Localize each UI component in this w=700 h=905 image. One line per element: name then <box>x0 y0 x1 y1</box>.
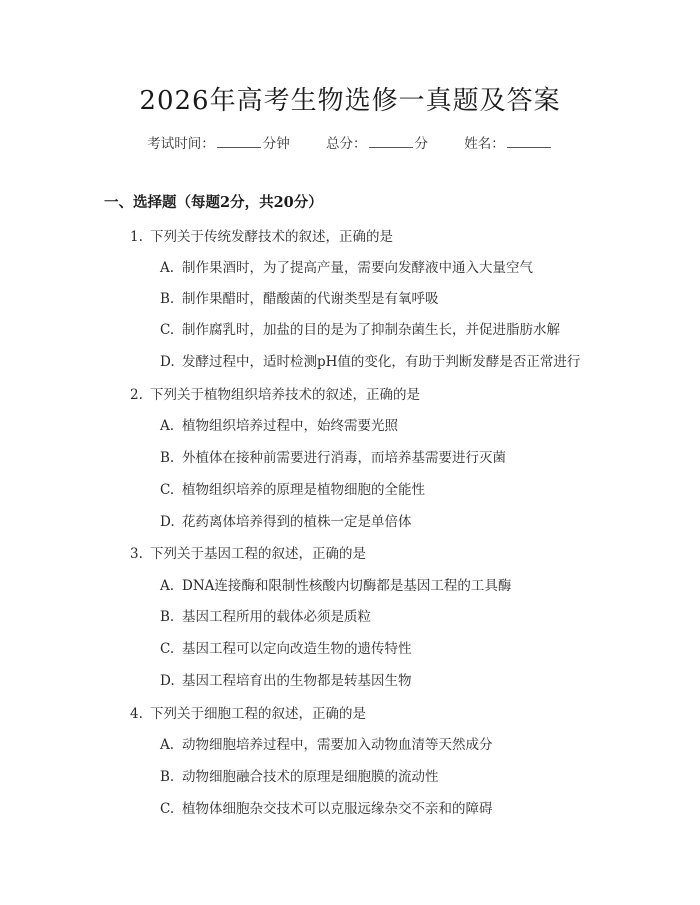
option-text: 制作腐乳时，加盐的目的是为了抑制杂菌生长，并促进脂肪水解 <box>182 322 560 338</box>
question-number: 2. <box>130 387 143 403</box>
exam-meta <box>0 132 700 152</box>
student-name <box>464 132 553 152</box>
total-score <box>326 132 428 152</box>
option-text: 制作果酒时，为了提高产量，需要向发酵液中通入大量空气 <box>182 260 533 276</box>
option-letter: D. <box>160 673 175 689</box>
option-letter: B. <box>160 291 175 307</box>
question-2-option-c[interactable] <box>160 478 425 498</box>
question-3-option-d[interactable] <box>160 669 412 689</box>
question-3-option-b[interactable] <box>160 605 371 625</box>
question-1-option-d[interactable] <box>160 350 580 370</box>
question-2-option-d[interactable] <box>160 510 412 530</box>
option-letter: A. <box>160 418 175 434</box>
option-letter: C. <box>160 801 175 817</box>
option-letter: A. <box>160 578 175 594</box>
option-text: 花药离体培养得到的植株一定是单倍体 <box>182 514 412 530</box>
total-score-label: 总分： <box>326 136 367 152</box>
option-letter: B. <box>160 769 175 785</box>
option-letter: D. <box>160 354 175 370</box>
option-text: 植物体细胞杂交技术可以克服远缘杂交不亲和的障碍 <box>182 801 493 817</box>
exam-time-unit: 分钟 <box>262 136 290 152</box>
total-score-unit: 分 <box>414 136 428 152</box>
option-text: DNA连接酶和限制性核酸内切酶都是基因工程的工具酶 <box>182 578 512 594</box>
option-text: 外植体在接种前需要进行消毒，而培养基需要进行灭菌 <box>182 450 506 466</box>
option-letter: B. <box>160 450 175 466</box>
question-2-option-a[interactable] <box>160 414 398 434</box>
question-number: 3. <box>130 546 143 562</box>
question-2 <box>130 383 420 403</box>
option-letter: C. <box>160 641 175 657</box>
page-title: 2026年高考生物选修一真题及答案 <box>139 86 561 116</box>
option-letter: C. <box>160 482 175 498</box>
student-name-blank[interactable] <box>507 135 551 148</box>
exam-time-label: 考试时间： <box>147 136 215 152</box>
option-letter: A. <box>160 260 175 276</box>
question-number: 1. <box>130 229 143 245</box>
question-2-option-b[interactable] <box>160 446 506 466</box>
option-text: 植物组织培养的原理是植物细胞的全能性 <box>182 482 425 498</box>
student-name-label: 姓名： <box>464 136 505 152</box>
question-3-option-a[interactable] <box>160 574 511 594</box>
question-1 <box>130 225 393 245</box>
total-score-blank[interactable] <box>369 135 413 148</box>
question-4-option-b[interactable] <box>160 765 439 785</box>
question-4-option-a[interactable] <box>160 733 493 753</box>
question-text: 下列关于传统发酵技术的叙述，正确的是 <box>150 229 393 245</box>
exam-time-blank[interactable] <box>217 135 261 148</box>
option-text: 基因工程所用的载体必须是质粒 <box>182 609 371 625</box>
question-1-option-a[interactable] <box>160 256 533 276</box>
question-4 <box>130 702 366 722</box>
option-text: 基因工程可以定向改造生物的遗传特性 <box>182 641 412 657</box>
option-text: 发酵过程中，适时检测pH值的变化，有助于判断发酵是否正常进行 <box>182 354 581 370</box>
option-letter: A. <box>160 737 175 753</box>
question-4-option-c[interactable] <box>160 797 493 817</box>
question-3-option-c[interactable] <box>160 637 412 657</box>
option-text: 制作果醋时，醋酸菌的代谢类型是有氧呼吸 <box>182 291 439 307</box>
exam-time <box>147 132 290 152</box>
section-heading: 一、选择题（每题2分，共20分） <box>104 194 323 211</box>
option-text: 动物细胞融合技术的原理是细胞膜的流动性 <box>182 769 439 785</box>
option-letter: D. <box>160 514 175 530</box>
question-text: 下列关于植物组织培养技术的叙述，正确的是 <box>150 387 420 403</box>
option-text: 植物组织培养过程中，始终需要光照 <box>182 418 398 434</box>
question-number: 4. <box>130 706 143 722</box>
question-3 <box>130 542 366 562</box>
option-letter: C. <box>160 322 175 338</box>
option-text: 基因工程培育出的生物都是转基因生物 <box>182 673 412 689</box>
question-text: 下列关于基因工程的叙述，正确的是 <box>150 546 366 562</box>
option-letter: B. <box>160 609 175 625</box>
question-1-option-b[interactable] <box>160 287 439 307</box>
question-1-option-c[interactable] <box>160 318 560 338</box>
question-text: 下列关于细胞工程的叙述，正确的是 <box>150 706 366 722</box>
option-text: 动物细胞培养过程中，需要加入动物血清等天然成分 <box>182 737 493 753</box>
